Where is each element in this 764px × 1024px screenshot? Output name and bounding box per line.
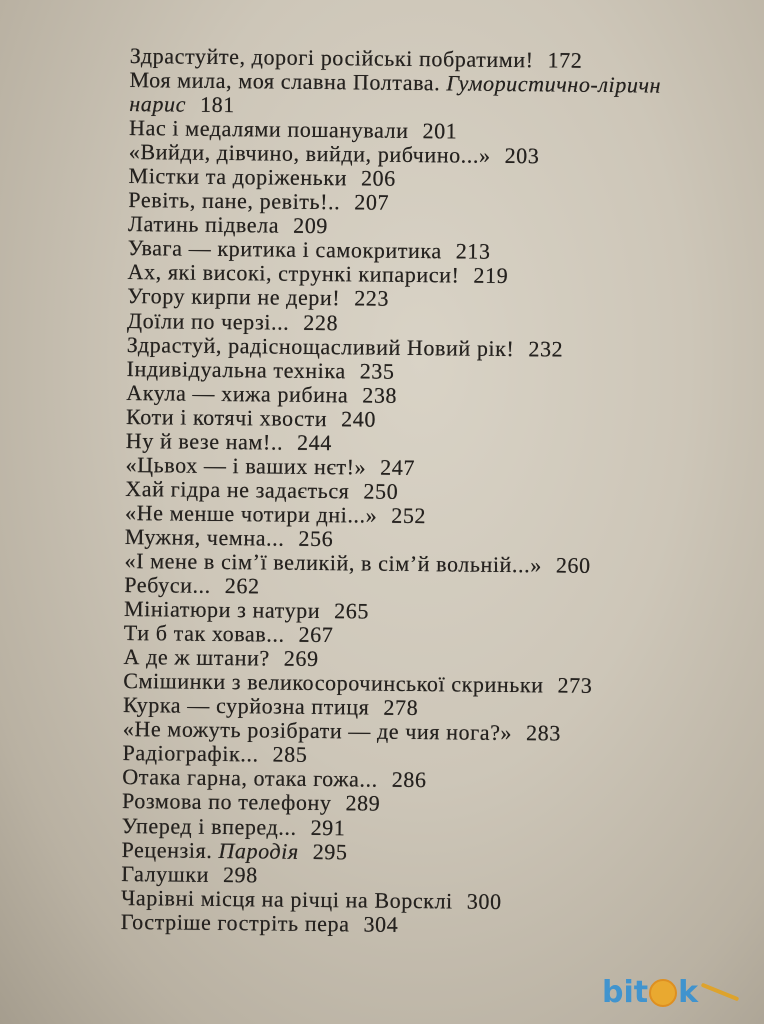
toc-entry-title: Латинь підвела [127, 211, 280, 238]
hammer-icon [701, 983, 740, 1002]
toc-entry-page-number: 304 [363, 911, 399, 937]
toc-entry-page-number: 240 [341, 405, 377, 432]
toc-entry-page-number: 265 [334, 598, 370, 624]
toc-entry-page-number: 207 [354, 189, 390, 216]
toc-entry-page-number: 295 [312, 838, 348, 864]
toc-entry-title: А де ж штани? [123, 644, 270, 671]
toc-entry-page-number: 219 [473, 263, 509, 289]
toc-entry-title: Рецензія. [121, 836, 213, 863]
watermark-text-start: bit [602, 974, 649, 1010]
toc-entry-page-number: 181 [199, 91, 236, 118]
toc-entry-page-number: 235 [359, 358, 395, 384]
toc-entry-title: Мужня, чемна... [124, 523, 285, 551]
toc-entry-title: Нас і медалями пошанували [128, 115, 409, 144]
toc-entry-title: Ах, які високі, стрункі кипариси! [127, 259, 460, 288]
toc-entry-title: «Вийди, дівчино, вийди, рибчино...» [128, 139, 491, 168]
toc-entry-title: Радіографік... [122, 740, 259, 767]
toc-entry-page-number: 291 [310, 814, 346, 840]
toc-entry-title: Розмова по телефону [121, 788, 332, 816]
toc-entry-page-number: 252 [391, 502, 427, 529]
toc-entry-page-number: 247 [380, 454, 416, 480]
toc-entry-page-number: 172 [547, 47, 583, 73]
toc-entry-title: Моя мила, моя славна Полтава. [129, 67, 441, 96]
toc-entry-title: Акула — хижа рибина [126, 379, 349, 407]
toc-entry-page-number: 260 [555, 552, 591, 578]
toc-entry-genre: Пародія [218, 837, 299, 864]
toc-entry-page-number: 298 [222, 861, 258, 887]
table-of-contents [121, 44, 764, 940]
toc-entry-title: Містки та доріженьки [128, 163, 348, 191]
toc-entry-title: Увага — критика і самокритика [127, 235, 442, 264]
toc-entry-title: Гостріше гостріть пера [120, 908, 350, 937]
toc-entry-page-number: 201 [422, 118, 458, 144]
toc-entry-page-number: 289 [345, 790, 381, 817]
toc-entry-page-number: 256 [298, 525, 334, 552]
toc-entry-page-number: 278 [383, 694, 419, 721]
toc-entry-title: Ти б так ховав... [123, 620, 285, 647]
toc-entry-page-number: 250 [363, 478, 399, 504]
toc-entry-page-number: 286 [391, 767, 427, 793]
toc-entry-title: «Не можуть розібрати — де чия нога?» [122, 716, 513, 746]
toc-entry-continuation: нарис [129, 91, 187, 117]
toc-entry-page-number: 209 [293, 213, 329, 239]
toc-entry-page-number: 228 [303, 309, 339, 335]
toc-entry-title: Індивідуальна техніка [126, 355, 346, 383]
toc-entry-title: Угору кирпи не дери! [127, 283, 341, 311]
toc-entry-title: Здрастуй, радіснощасливий Новий рік! [126, 331, 515, 361]
toc-entry-page-number: 213 [455, 238, 491, 265]
toc-entry-title: Ревіть, пане, ревіть!.. [128, 187, 341, 215]
toc-entry-page-number: 223 [354, 285, 390, 312]
toc-entry-page-number: 206 [360, 165, 396, 192]
toc-entry-title: Доїли по черзі... [126, 307, 290, 335]
coin-icon [649, 979, 677, 1007]
toc-entry-title: Мініатюри з натури [123, 596, 321, 624]
toc-entry-title: Хай гідра не задається [125, 475, 350, 504]
toc-entry-title: Ну й везе нам!.. [125, 427, 284, 455]
toc-entry-title: «Цьвох — і ваших нєт!» [125, 451, 367, 480]
toc-entry-title: Курка — сурйозна птиця [122, 692, 370, 720]
toc-entry-page-number: 232 [528, 335, 564, 362]
toc-entry-page-number: 262 [224, 573, 260, 599]
toc-entry-title: «Не менше чотири дні...» [124, 499, 378, 528]
toc-entry-title: Смішинки з великосорочинської скриньки [123, 668, 544, 698]
toc-entry-title: Ребуси... [124, 572, 211, 598]
toc-entry-title: Отака гарна, отака гожа... [122, 764, 378, 793]
toc-entry-page-number: 269 [283, 645, 319, 672]
toc-entry-title: Галушки [121, 860, 210, 887]
toc-entry-page-number: 283 [525, 720, 562, 746]
toc-entry-title: Чарівні місця на річці на Ворсклі [120, 884, 453, 914]
watermark-text-end: k [678, 974, 699, 1010]
toc-entry-page-number: 285 [272, 741, 308, 768]
toc-entry-title: Уперед і вперед... [121, 812, 297, 840]
toc-entry-page-number: 238 [362, 382, 398, 408]
toc-entry-page-number: 244 [297, 429, 333, 455]
toc-entry-title: Коти і котячі хвости [125, 403, 328, 431]
toc-entry-page-number: 203 [504, 143, 540, 169]
toc-entry-page-number: 267 [298, 621, 334, 648]
toc-entry-page-number: 273 [557, 672, 593, 699]
toc-entry-title: «І мене в сім’ї великій, в сім’й вольній...» [124, 547, 543, 578]
toc-entry-genre: Гумористично-ліричн [446, 70, 662, 98]
toc-entry-page-number: 300 [466, 888, 502, 914]
toc-entry-title: Здрастуйте, дорогі російські побратими! [129, 43, 534, 73]
bitok-watermark-logo [602, 972, 740, 1012]
